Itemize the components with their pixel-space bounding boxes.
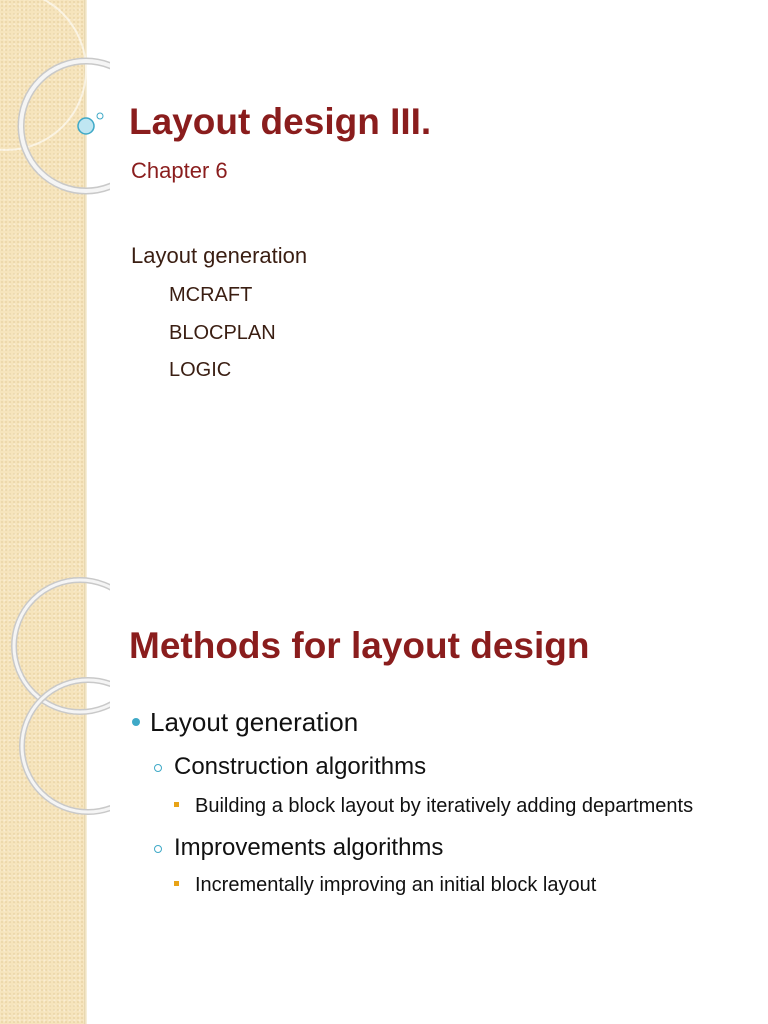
bullet-text: Layout generation	[150, 707, 359, 737]
square-bullet-icon	[174, 881, 179, 886]
slide-title-text: Methods for layout design	[129, 625, 590, 666]
section-heading: Layout generation	[131, 243, 308, 268]
method-list	[169, 283, 276, 396]
slide-title-text: Layout design III.	[129, 101, 432, 142]
slide-methods	[0, 576, 768, 1024]
bullet-item	[132, 706, 752, 738]
detail-item	[174, 792, 752, 820]
slide-subtitle: Chapter 6	[131, 158, 228, 183]
square-bullet-icon	[174, 802, 179, 807]
sub-bullet-item	[154, 833, 752, 863]
sub-bullet-text: Improvements algorithms	[174, 834, 444, 861]
bullet-dot-icon	[132, 718, 140, 726]
decorative-rings-icon	[0, 576, 110, 1024]
method-item: MCRAFT	[169, 284, 253, 306]
ring-bullet-icon	[154, 764, 162, 772]
decorative-rings-icon	[0, 0, 110, 576]
detail-item	[174, 871, 752, 899]
method-item: LOGIC	[169, 359, 232, 381]
bullet-list	[132, 706, 752, 899]
detail-text: Building a block layout by iteratively adding departments	[195, 795, 694, 817]
sub-bullet-item	[154, 752, 752, 782]
ring-bullet-icon	[154, 845, 162, 853]
detail-text: Incrementally improving an initial block layout	[195, 874, 597, 896]
method-item: BLOCPLAN	[169, 321, 276, 344]
sub-bullet-text: Construction algorithms	[174, 753, 427, 780]
